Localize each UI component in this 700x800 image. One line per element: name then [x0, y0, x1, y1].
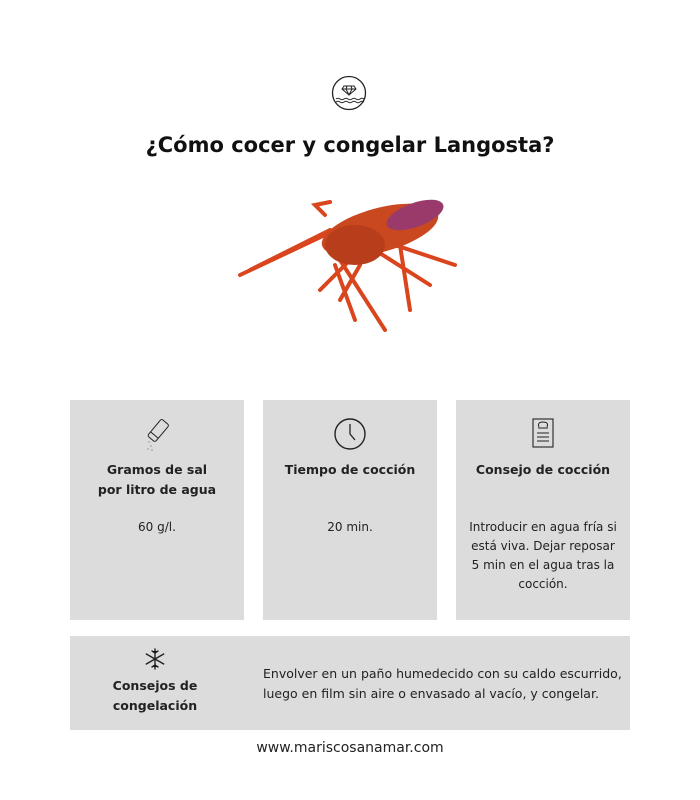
lobster-image: [230, 190, 470, 340]
card-title: Consejo de cocción: [475, 462, 611, 477]
snowflake-icon: [144, 648, 166, 670]
card-value: Introducir en agua fría si está viva. Dejar reposar 5 min en el agua tras la cocción.: [469, 520, 617, 591]
recipe-card-icon: [456, 417, 630, 451]
freezing-title-line2: congelación: [112, 698, 198, 713]
freezing-text: Envolver en un paño humedecido con su caldo escurrido, luego en film sin aire o envasado al vacío, y congelar.: [263, 666, 622, 701]
card-title-line2: por litro de agua: [97, 482, 217, 497]
freezing-tips-box: [70, 636, 630, 730]
website-link[interactable]: www.mariscosanamar.com: [256, 740, 444, 756]
card-value: 20 min.: [327, 520, 373, 534]
card-value: 60 g/l.: [138, 520, 176, 534]
tip-card: [456, 400, 630, 620]
freezing-title: Consejos de: [112, 678, 198, 693]
clock-icon: [263, 417, 437, 451]
diamond-waves-logo-icon: [331, 75, 367, 111]
time-card: [263, 400, 437, 620]
salt-shaker-icon: [70, 417, 244, 451]
card-title: Tiempo de cocción: [284, 462, 416, 477]
card-title: Gramos de sal: [106, 462, 208, 477]
salt-card: [70, 400, 244, 620]
page-title: ¿Cómo cocer y congelar Langosta?: [145, 133, 555, 157]
